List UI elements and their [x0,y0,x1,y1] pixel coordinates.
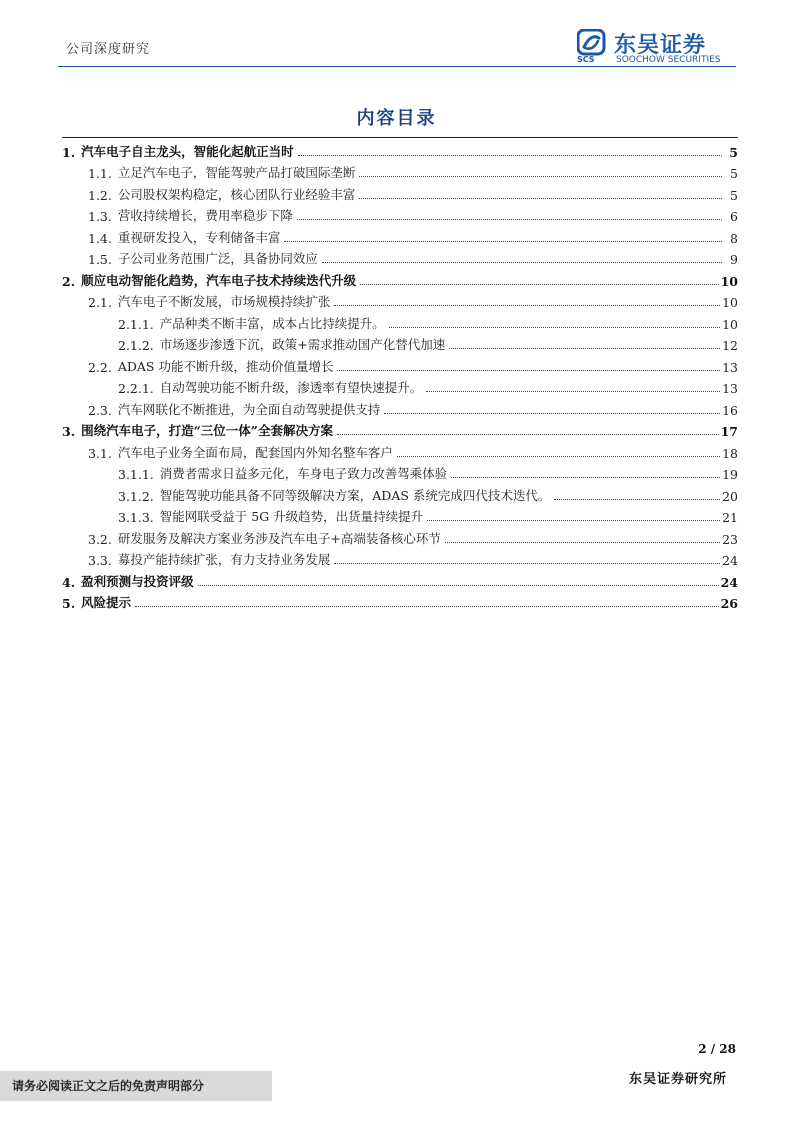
toc-entry-number: 3.1.1. [118,467,154,482]
toc-entry[interactable] [62,396,738,418]
toc-dot-leader [359,197,722,199]
toc-entry-page: 26 [720,596,738,611]
toc-entry-number: 4. [62,574,76,590]
toc-dot-leader [554,498,720,500]
toc-entry[interactable] [62,246,738,268]
toc-entry-page: 5 [730,187,738,203]
disclaimer-banner: 请务必阅读正文之后的免责声明部分 [0,1071,272,1101]
toc-entry-title: 募投产能持续扩张，有力支持业务发展 [117,552,331,567]
company-logo [577,27,737,67]
toc-dot-leader [449,347,720,349]
toc-dot-leader [198,584,719,586]
toc-entry[interactable] [62,547,738,569]
toc-entry-title: 立足汽车电子，智能驾驶产品打破国际垄断 [117,165,356,180]
toc-entry-number: 3.3. [88,553,112,568]
toc-entry-number: 2.3. [88,402,112,418]
toc-entry-page: 16 [722,402,738,418]
page-number: 2 / 28 [698,1042,736,1056]
toc-entry-title: 汽车电子不断发展，市场规模持续扩张 [117,294,331,309]
toc-entry[interactable] [62,482,738,504]
toc-entry[interactable] [62,267,738,289]
toc-entry-title: 重视研发投入，专利储备丰富 [117,229,281,245]
toc-entry[interactable] [62,461,738,483]
toc-entry[interactable] [62,525,738,547]
toc-entry-page: 17 [720,424,738,439]
toc-entry-title: 产品种类不断丰富，成本占比持续提升。 [159,315,385,331]
logo-english-name: SOOCHOW SECURITIES [616,55,721,65]
toc-entry-number: 1.1. [88,166,112,181]
toc-entry[interactable] [62,568,738,590]
toc-entry-page: 10 [722,316,738,332]
toc-entry-page: 5 [730,166,738,181]
toc-dot-leader [397,455,720,457]
toc-entry-title: 盈利预测与投资评级 [81,573,194,589]
toc-entry-title: ADAS 功能不断升级，推动价值量增长 [117,358,334,374]
toc-dot-leader [389,326,720,328]
toc-entry-page: 5 [729,144,738,160]
toc-entry-number: 1.4. [88,230,112,246]
toc-entry[interactable] [62,418,738,440]
toc-entry[interactable] [62,439,738,461]
toc-dot-leader [360,283,719,285]
header-divider [58,66,736,67]
toc-entry-title: 风险提示 [81,595,132,610]
toc-entry-number: 1. [62,144,76,160]
toc-entry-number: 3.1.3. [118,510,154,525]
toc-entry[interactable] [62,224,738,246]
toc-entry-number: 5. [62,596,76,611]
toc-dot-leader [297,218,722,220]
toc-entry[interactable] [62,353,738,375]
toc-entry[interactable] [62,289,738,311]
toc-entry-number: 2.1. [88,295,112,310]
toc-entry-page: 9 [730,252,738,267]
toc-entry[interactable] [62,332,738,354]
toc-entry-page: 13 [722,381,738,396]
logo-abbreviation: SCS [577,55,595,64]
toc-entry-title: 公司股权架构稳定，核心团队行业经验丰富 [117,186,356,202]
toc-dot-leader [337,369,720,371]
toc-entry[interactable] [62,160,738,182]
toc-entry-title: 市场逐步渗透下沉，政策+需求推动国产化替代加速 [159,337,446,352]
toc-entry-title: 顺应电动智能化趋势，汽车电子技术持续迭代升级 [81,272,357,288]
toc-dot-leader [284,240,722,242]
toc-entry-title: 自动驾驶功能不断升级，渗透率有望快速提升。 [159,380,423,395]
toc-dot-leader [135,605,719,607]
toc-dot-leader [337,433,719,435]
toc-dot-leader [451,476,720,478]
toc-entry-title: 智能网联受益于 5G 升级趋势，出货量持续提升 [159,509,424,524]
toc-entry-page: 10 [720,273,738,289]
toc-entry-number: 2.2. [88,359,112,375]
toc-entry-number: 3.1. [88,445,112,461]
toc-entry-title: 汽车网联化不断推进，为全面自动驾驶提供支持 [117,401,381,417]
toc-entry-number: 2.1.2. [118,338,154,353]
toc-entry-number: 1.2. [88,187,112,203]
toc-entry-title: 汽车电子自主龙头，智能化起航正当时 [81,143,294,159]
toc-entry-title: 围绕汽车电子，打造“三位一体”全套解决方案 [81,423,333,438]
toc-dot-leader [427,519,720,521]
toc-dot-leader [384,412,720,414]
toc-dot-leader [298,154,722,156]
toc-dot-leader [445,541,720,543]
toc-entry-page: 18 [722,445,738,461]
toc-entry[interactable] [62,310,738,332]
toc-entry-page: 19 [722,467,738,482]
toc-dot-leader [334,304,720,306]
toc-dot-leader [322,261,722,263]
toc-entry[interactable] [62,504,738,526]
toc-entry[interactable] [62,375,738,397]
toc-entry-title: 汽车电子业务全面布局，配套国内外知名整车客户 [117,444,393,460]
toc-entry-number: 2.2.1. [118,381,154,396]
toc-entry-title: 消费者需求日益多元化，车身电子致力改善驾乘体验 [159,466,448,481]
toc-entry-number: 1.5. [88,252,112,267]
toc-entry-page: 21 [722,510,738,525]
toc-entry-page: 6 [730,209,738,224]
toc-entry-number: 3.2. [88,531,112,547]
research-institute-name: 东吴证券研究所 [628,1072,727,1087]
toc-dot-leader [426,390,720,392]
toc-entry[interactable] [62,203,738,225]
toc-entry-number: 3. [62,424,76,439]
toc-dot-leader [334,562,720,564]
document-type-label: 公司深度研究 [66,42,151,57]
toc-entry-title: 研发服务及解决方案业务涉及汽车电子+高端装备核心环节 [117,530,441,546]
toc-entry[interactable] [62,590,738,612]
toc-entry-number: 2.1.1. [118,316,154,332]
toc-entry-number: 1.3. [88,209,112,224]
toc-entry-page: 13 [722,359,738,375]
toc-entry[interactable] [62,138,738,160]
toc-entry-page: 23 [722,531,738,547]
toc-entry-page: 20 [722,488,738,504]
toc-entry-page: 10 [722,295,738,310]
toc-title: 内容目录 [356,108,437,129]
toc-entry-page: 8 [730,230,738,246]
toc-entry-title: 子公司业务范围广泛，具备协同效应 [117,251,318,266]
toc-entry-number: 2. [62,273,76,289]
table-of-contents [62,137,738,611]
toc-entry-title: 营收持续增长，费用率稳步下降 [117,208,293,223]
toc-dot-leader [359,175,722,177]
toc-entry-page: 24 [720,574,738,590]
toc-entry-title: 智能驾驶功能具备不同等级解决方案，ADAS 系统完成四代技术迭代。 [159,487,551,503]
toc-entry-number: 3.1.2. [118,488,154,504]
toc-entry-page: 24 [722,553,738,568]
logo-chinese-name: 东吴证券 [614,33,707,58]
toc-entry[interactable] [62,181,738,203]
toc-entry-page: 12 [722,338,738,353]
